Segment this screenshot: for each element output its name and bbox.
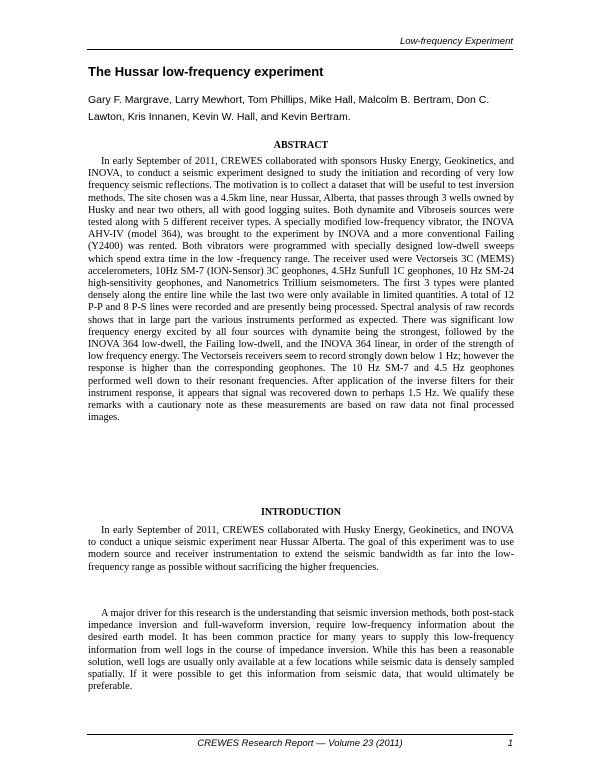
abstract-heading: ABSTRACT [273, 140, 329, 151]
introduction-heading: INTRODUCTION [260, 507, 341, 518]
page-number: 1 [507, 738, 513, 749]
abstract-text: In early September of 2011, CREWES collaborated with sponsors Husky Energy, Geokinetics, and INOVA, to conduct a seismic experiment designed to study the initiation and recording of very low frequency seismic reflections. The motivation is to collect a dataset that will be useful to test inversion methods. The site chosen was a 4.5km line, near Hussar, Alberta, that passes through 3 wells owned by Husky and near two others, all with good logging suites. Both dynamite and Vibroseis sources were tested along with 5 different receiver types. A specially modified low-frequency vibrator, the INOVA AHV-IV (model 364), was brought to the experiment by INOVA and a more conventional Failing (Y2400) was rented. Both vibrators were programmed with specially designed low-dwell sweeps which spend extra time in the low -frequency range. The receiver used were Vectorseis 3C (MEMS) accelerometers, 10Hz SM-7 (ION-Sensor) 3C geophones, 4.5Hz Sunfull 1C geophones, 10 Hz SM-24 high-sensitivity geophones, and Nanometrics Trillium seismometers. The first 3 types were planted densely along the entire line while the last two were only available in limited quantities. A total of 12 P-P and 8 P-S lines were recorded and are presently being processed. Spectral analysis of raw records shows that in large part the various instruments performed as expected. There was significant low frequency energy excited by all four sources with dynamite being the strongest, followed by the INOVA 364 low-dwell, the Failing low-dwell, and the INOVA 364 linear, in order of the strength of low frequency energy. The Vectorseis receivers seem to record strongly down below 1 Hz; however the response is higher than the corresponding geophones. The 10 Hz SM-7 and 4.5 Hz geophones performed well down to their resonant frequencies. After application of the inverse filters for their instrument response, it appears that signal was recovered down to perhaps 1.5 Hz. We qualify these remarks with a cautionary note as these measurements are based on raw data not final processed images. [88, 156, 514, 424]
introduction-paragraph-2: A major driver for this research is the understanding that seismic inversion methods, both post-stack impedance inversion and full-waveform inversion, require low-frequency information about the desired earth model. It has been common practice for many years to supply this low-frequency information from well logs in the course of impedance inversion. While this has been a reasonable solution, well logs are usually only available at a few locations while seismic data is densely sampled spatially. If it were possible to get this information from seismic data, that would ultimately be preferable. [88, 608, 514, 693]
footer-rule [87, 734, 513, 735]
paper-title: The Hussar low-frequency experiment [88, 64, 324, 79]
running-header-title: Low-frequency Experiment [400, 36, 513, 47]
introduction-paragraph-1: In early September of 2011, CREWES collaborated with Husky Energy, Geokinetics, and INOVA to conduct a unique seismic experiment near Hussar Alberta. The goal of this experiment was to use modern source and receiver instrumentation to extend the seismic bandwidth as far into the low-frequency range as possible without sacrificing the higher frequencies. [88, 525, 514, 573]
author-list: Gary F. Margrave, Larry Mewhort, Tom Phillips, Mike Hall, Malcolm B. Bertram, Don C. Lawton, Kris Innanen, Kevin W. Hall, and Kevin Bertram. [88, 94, 490, 123]
footer-journal: CREWES Research Report — Volume 23 (2011) [197, 738, 403, 749]
header-rule [87, 49, 513, 50]
